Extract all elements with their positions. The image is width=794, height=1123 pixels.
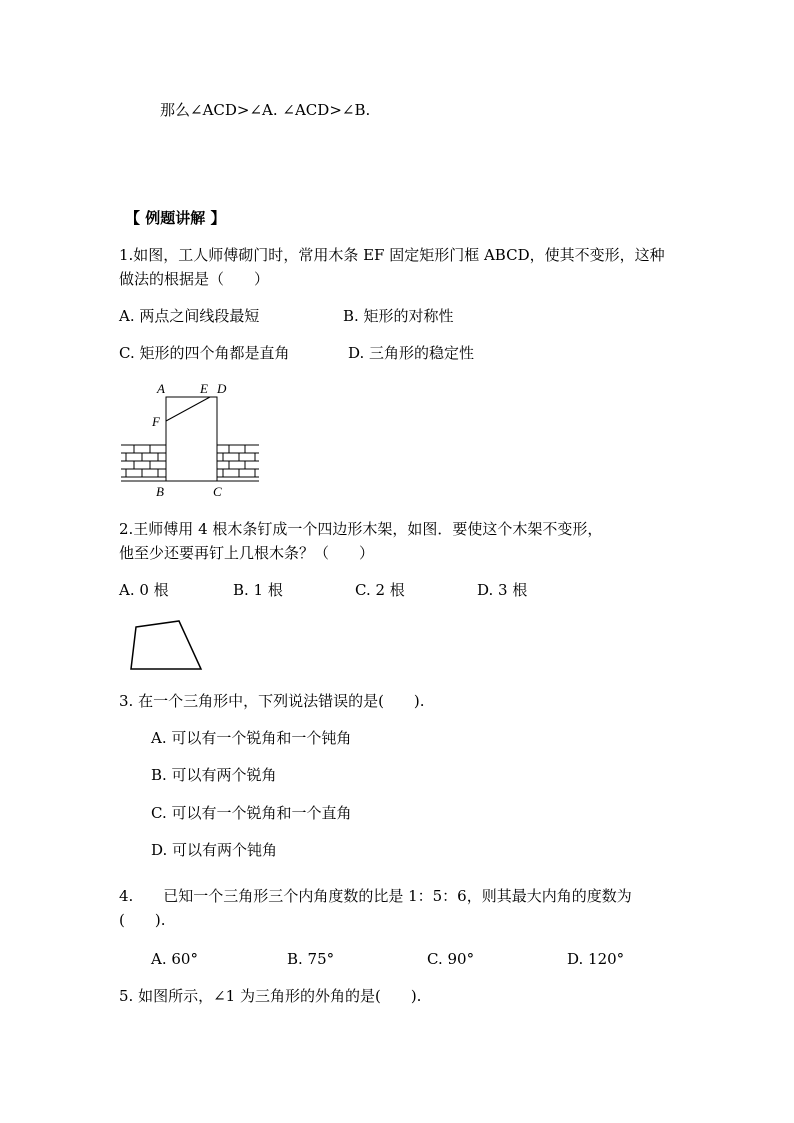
- q1-stem-line1: 1.如图，工人师傅砌门时，常用木条 EF 固定矩形门框 ABCD，使其不变形，这种: [119, 246, 665, 264]
- label-a: A: [157, 381, 165, 396]
- q4-option-a: A. 60°: [151, 950, 198, 968]
- q2-stem-line1: 2.王师傅用 4 根木条钉成一个四边形木架，如图．要使这个木架不变形，: [119, 520, 603, 538]
- q3-option-a: A. 可以有一个锐角和一个钝角: [151, 729, 352, 747]
- q1-option-b: B. 矩形的对称性: [343, 307, 454, 325]
- label-c: C: [213, 484, 222, 499]
- q3-option-c: C. 可以有一个锐角和一个直角: [151, 804, 352, 822]
- q4-stem-line2: ( ).: [119, 911, 166, 929]
- q1-option-d: D. 三角形的稳定性: [348, 344, 475, 362]
- q3-stem: 3. 在一个三角形中，下列说法错误的是( ).: [119, 692, 425, 710]
- door-frame: [166, 397, 217, 481]
- left-brick-wall: [121, 445, 166, 477]
- quadrilateral-figure: [131, 621, 201, 669]
- brace-ef: [166, 397, 210, 421]
- q3-option-d: D. 可以有两个钝角: [151, 841, 278, 859]
- section-title: 【 例题讲解 】: [125, 209, 226, 227]
- q3-option-b: B. 可以有两个锐角: [151, 766, 277, 784]
- label-b: B: [156, 484, 164, 499]
- label-f: F: [152, 414, 160, 429]
- label-d: D: [217, 381, 227, 396]
- q1-stem-line2: 做法的根据是（ ）: [119, 270, 270, 288]
- q2-option-d: D. 3 根: [477, 581, 528, 599]
- q2-option-a: A. 0 根: [119, 581, 169, 599]
- q5-stem: 5. 如图所示，∠1 为三角形的外角的是( ).: [119, 987, 422, 1005]
- q1-option-a: A. 两点之间线段最短: [119, 307, 260, 325]
- q2-stem-line2: 他至少还要再钉上几根木条？（ ）: [119, 544, 375, 562]
- q2-option-c: C. 2 根: [355, 581, 405, 599]
- intro-line: 那么∠ACD>∠A. ∠ACD>∠B.: [160, 101, 371, 119]
- q2-option-b: B. 1 根: [233, 581, 283, 599]
- q4-option-d: D. 120°: [567, 950, 625, 968]
- q1-option-c: C. 矩形的四个角都是直角: [119, 344, 290, 362]
- right-brick-wall: [217, 445, 259, 477]
- q4-stem-line1: 4. 已知一个三角形三个内角度数的比是 1：5：6，则其最大内角的度数为: [119, 887, 632, 905]
- q4-option-b: B. 75°: [287, 950, 335, 968]
- q4-option-c: C. 90°: [427, 950, 475, 968]
- label-e: E: [200, 381, 208, 396]
